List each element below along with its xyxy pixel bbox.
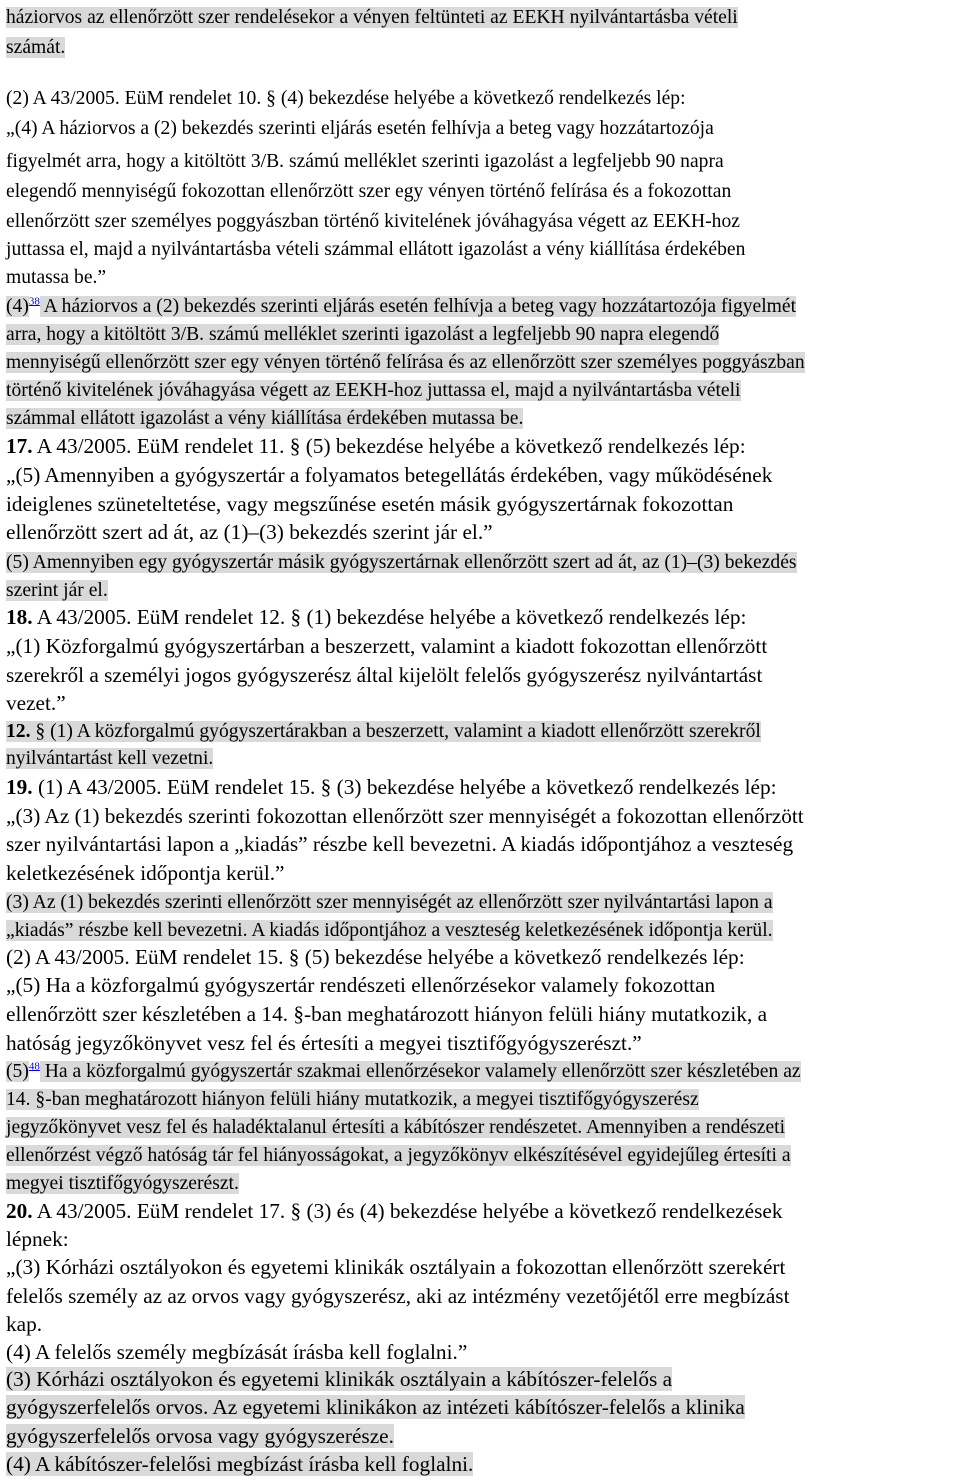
text-segment: (4)	[6, 296, 29, 317]
text-line	[6, 1394, 745, 1421]
text-segment: 12.	[6, 721, 31, 742]
text-line	[6, 889, 773, 916]
text-segment: „(3) Az (1) bekezdés szerinti fokozottan ellenőrzött szer mennyiségét a fokozottan ellenőrzött	[6, 804, 804, 828]
text-line	[6, 972, 715, 999]
text-segment: (2) A 43/2005. EüM rendelet 10. § (4) bekezdése helyébe a következő rendelkezés lép:	[6, 88, 686, 109]
text-segment: (4) A felelős személy megbízását írásba kell foglalni.”	[6, 1340, 468, 1364]
text-line	[6, 860, 285, 887]
text-line	[6, 917, 773, 944]
text-line	[6, 4, 738, 31]
text-line	[6, 85, 686, 112]
text-line	[6, 1366, 672, 1393]
text-line	[6, 1283, 790, 1310]
text-line	[6, 1423, 394, 1450]
text-segment: mutassa be.”	[6, 267, 107, 288]
text-line	[6, 662, 762, 689]
text-line	[6, 321, 719, 348]
text-segment: (4) A kábítószer-felelősi megbízást írásba kell foglalni.	[6, 1452, 474, 1476]
text-segment: vezet.”	[6, 691, 66, 715]
text-segment: figyelmét arra, hogy a kitöltött 3/B. számú melléklet szerinti igazolást a legfeljebb 90 napra	[6, 151, 724, 172]
text-segment: § (1) A közforgalmú gyógyszertárakban a beszerzett, valamint a kiadott ellenőrzött szerekről	[30, 721, 761, 742]
text-line	[6, 293, 796, 320]
text-line	[6, 1254, 785, 1281]
text-line	[6, 1114, 785, 1141]
footnote-link[interactable]: 38	[28, 295, 40, 308]
text-segment: (1) A 43/2005. EüM rendelet 15. § (3) bekezdése helyébe a következő rendelkezés lép:	[32, 775, 777, 799]
text-line	[6, 1170, 239, 1197]
text-segment: 18.	[6, 605, 33, 629]
text-segment: (5) Amennyiben egy gyógyszertár másik gyógyszertárnak ellenőrzött szert ad át, az (1)–(3) bekezdés	[6, 552, 797, 573]
text-segment: (3) Kórházi osztályokon és egyetemi klinikák osztályain a kábítószer-felelős a	[6, 1367, 673, 1391]
text-line	[6, 549, 797, 576]
text-line	[6, 1030, 642, 1057]
text-segment: juttassa el, majd a nyilvántartásba vételi számmal ellátott igazolást a vény kiállítása érdekében	[6, 239, 746, 260]
text-line	[6, 115, 714, 142]
text-line	[6, 1142, 791, 1169]
text-segment: hatóság jegyzőkönyvet vesz fel és értesíti a megyei tisztifőgyógyszerészt.”	[6, 1031, 642, 1055]
text-segment: gyógyszerfelelős orvosa vagy gyógyszerésze.	[6, 1424, 394, 1448]
text-segment: A háziorvos a (2) bekezdés szerinti eljárás esetén felhívja a beteg vagy hozzátartozója figyelmét	[39, 296, 797, 317]
text-segment: arra, hogy a kitöltött 3/B. számú melléklet szerinti igazolást a legfeljebb 90 napra elegendő	[6, 324, 720, 345]
text-segment: 20.	[6, 1199, 33, 1223]
text-line	[6, 264, 106, 291]
text-segment: kap.	[6, 1312, 43, 1336]
text-line	[6, 349, 805, 376]
text-segment: ellenőrzött szer személyes poggyászban történő kivitelének jóváhagyása végett az EEKH-hoz	[6, 211, 740, 232]
text-segment: számmal ellátott igazolást a vény kiállítása érdekében mutassa be.	[6, 408, 524, 429]
text-segment: A 43/2005. EüM rendelet 11. § (5) bekezdése helyébe a következő rendelkezés lép:	[32, 434, 746, 458]
text-line	[6, 944, 745, 971]
text-segment: mennyiségű ellenőrzött szer egy vényen történő felírása és az ellenőrzött szer személyes poggyászban	[6, 352, 805, 373]
text-segment: ellenőrzést végző hatóság tár fel hiányosságokat, a jegyzőkönyv elkészítésével egyidejűleg értesíti a	[6, 1145, 791, 1166]
text-line	[6, 519, 493, 546]
text-segment: szer nyilvántartási lapon a „kiadás” részbe kell bevezetni. A kiadás időpontjához a veszteség	[6, 832, 794, 856]
text-segment: „(4) A háziorvos a (2) bekezdés szerinti eljárás esetén felhívja a beteg vagy hozzátartozója	[6, 118, 714, 139]
text-segment: Ha a közforgalmú gyógyszertár szakmai ellenőrzésekor valamely ellenőrzött szer készletében az	[39, 1061, 801, 1082]
text-segment: 14. §-ban meghatározott hiányon felüli hiány mutatkozik, a megyei tisztifőgyógyszerész	[6, 1089, 699, 1110]
text-line	[6, 377, 741, 404]
text-segment: lépnek:	[6, 1227, 69, 1251]
text-segment: elegendő mennyiségű fokozottan ellenőrzött szer egy vényen történő felírása és a fokozottan	[6, 181, 732, 202]
text-line	[6, 774, 777, 801]
text-segment: A 43/2005. EüM rendelet 12. § (1) bekezdése helyébe a következő rendelkezés lép:	[32, 605, 747, 629]
text-segment: „kiadás” részbe kell bevezetni. A kiadás időpontjához a veszteség keletkezésének időpontja kerül.	[6, 920, 773, 941]
text-segment: „(3) Kórházi osztályokon és egyetemi klinikák osztályain a fokozottan ellenőrzött szerekért	[6, 1255, 786, 1279]
text-line	[6, 1226, 69, 1253]
text-line	[6, 208, 740, 235]
text-segment: nyilvántartást kell vezetni.	[6, 748, 214, 769]
text-segment: (2) A 43/2005. EüM rendelet 15. § (5) bekezdése helyébe a következő rendelkezés lép:	[6, 945, 745, 969]
text-line	[6, 803, 804, 830]
text-line	[6, 405, 523, 432]
text-line	[6, 1451, 473, 1478]
text-segment: felelős személy az az orvos vagy gyógyszerész, aki az intézmény vezetőjétől erre megbízást	[6, 1284, 790, 1308]
text-line	[6, 491, 733, 518]
text-segment: történő kivitelének jóváhagyása végett az EEKH-hoz juttassa el, majd a nyilvántartásba vételi	[6, 380, 741, 401]
text-segment: keletkezésének időpontja kerül.”	[6, 861, 285, 885]
text-line	[6, 1086, 699, 1113]
text-segment: számát.	[6, 37, 66, 58]
text-line	[6, 1198, 782, 1225]
text-line	[6, 148, 724, 175]
text-line	[6, 604, 746, 631]
text-line	[6, 236, 745, 263]
text-segment: „(1) Közforgalmú gyógyszertárban a beszerzett, valamint a kiadott fokozottan ellenőrzött	[6, 634, 768, 658]
text-segment: A 43/2005. EüM rendelet 17. § (3) és (4) bekezdése helyébe a következő rendelkezések	[32, 1199, 783, 1223]
text-segment: háziorvos az ellenőrzött szer rendelésekor a vényen feltünteti az EEKH nyilvántartásba vételi	[6, 7, 738, 28]
text-line	[6, 1311, 42, 1338]
text-line	[6, 1339, 467, 1366]
text-line	[6, 633, 767, 660]
text-segment: 19.	[6, 775, 33, 799]
text-line	[6, 433, 746, 460]
footnote-link[interactable]: 48	[28, 1060, 40, 1073]
text-segment: jegyzőkönyvet vesz fel és haladéktalanul értesíti a kábítószer rendészetet. Amennyiben a rendészeti	[6, 1117, 786, 1138]
text-segment: ellenőrzött szer készletében a 14. §-ban meghatározott hiányon felüli hiány mutatkozik, a	[6, 1002, 768, 1026]
text-line	[6, 178, 731, 205]
text-segment: megyei tisztifőgyógyszerészt.	[6, 1173, 239, 1194]
text-line	[6, 1058, 801, 1085]
text-line	[6, 1001, 767, 1028]
text-segment: gyógyszerfelelős orvos. Az egyetemi klinikákon az intézeti kábítószer-felelős a klinika	[6, 1395, 745, 1419]
text-line	[6, 462, 772, 489]
text-segment: (3) Az (1) bekezdés szerinti ellenőrzött szer mennyiségét az ellenőrzött szer nyilvántartási lapon a	[6, 892, 773, 913]
text-line	[6, 831, 793, 858]
text-segment: „(5) Amennyiben a gyógyszertár a folyamatos betegellátás érdekében, vagy működésének	[6, 463, 773, 487]
text-line	[6, 745, 213, 772]
text-line	[6, 577, 108, 604]
text-line	[6, 34, 65, 61]
text-line	[6, 718, 761, 745]
text-line	[6, 690, 66, 717]
text-segment: szerekről a személyi jogos gyógyszerész által kijelölt felelős gyógyszerész nyilvántartást	[6, 663, 763, 687]
text-segment: ellenőrzött szert ad át, az (1)–(3) bekezdés szerint jár el.”	[6, 520, 493, 544]
text-segment: „(5) Ha a közforgalmú gyógyszertár rendészeti ellenőrzésekor valamely fokozottan	[6, 973, 716, 997]
text-segment: ideiglenes szüneteltetése, vagy megszűnése esetén másik gyógyszertárnak fokozottan	[6, 492, 734, 516]
text-segment: (5)	[6, 1061, 29, 1082]
text-segment: szerint jár el.	[6, 580, 108, 601]
text-segment: 17.	[6, 434, 33, 458]
